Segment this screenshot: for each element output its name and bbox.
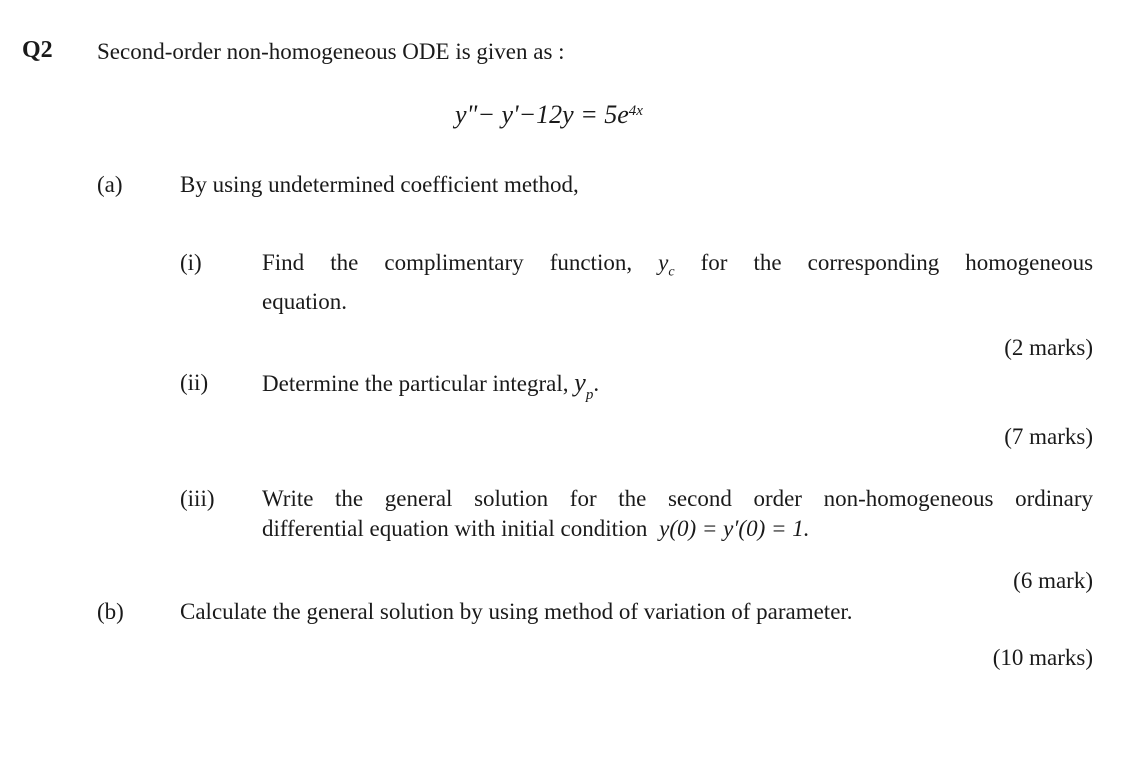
initial-condition: y(0) = y′(0) = 1. <box>659 516 810 541</box>
item-ii-period: . <box>593 371 600 396</box>
item-iii-word: second <box>667 486 732 511</box>
equation-exponent: 4x <box>628 103 643 119</box>
part-a-text: By using undetermined coefficient method, <box>180 172 579 197</box>
part-b-marks: (10 marks) <box>992 645 1093 670</box>
yp-subscript: p <box>585 386 594 403</box>
item-i-word: corresponding <box>807 250 940 275</box>
item-iii-line2-text: differential equation with initial condition <box>262 516 648 541</box>
part-a-label: (a) <box>97 172 123 197</box>
item-iii-word: order <box>753 486 802 511</box>
item-i-marks: (2 marks) <box>1004 335 1093 360</box>
yc-symbol <box>658 250 675 280</box>
item-i-line2: equation. <box>262 289 347 314</box>
item-iii-word: the <box>335 486 364 511</box>
yc-base: y <box>658 250 669 275</box>
item-ii-marks: (7 marks) <box>1004 424 1093 449</box>
item-iii-word: non-homogeneous <box>823 486 994 511</box>
part-b-text: Calculate the general solution by using method of variation of parameter. <box>180 599 853 624</box>
item-iii-line1 <box>262 484 1093 514</box>
item-i-word: homogeneous <box>965 250 1094 275</box>
yp-base: y <box>574 368 586 397</box>
item-iii-word: for <box>569 486 597 511</box>
item-iii-word: solution <box>474 486 549 511</box>
item-i-word: function, <box>549 250 633 275</box>
item-ii-text <box>262 368 599 408</box>
item-iii-line2 <box>262 514 810 544</box>
item-i-word: the <box>753 250 782 275</box>
item-iii-marks: (6 mark) <box>1013 568 1093 593</box>
item-i-label: (i) <box>180 250 202 275</box>
item-iii-word: ordinary <box>1015 486 1094 511</box>
item-i-line1 <box>262 248 1093 288</box>
equation-lhs: y"− y'−12y = 5e <box>455 100 629 129</box>
item-i-word: complimentary <box>384 250 524 275</box>
part-b-label: (b) <box>97 599 124 624</box>
question-intro: Second-order non-homogeneous ODE is given as : <box>97 39 565 64</box>
item-iii-word: Write <box>262 486 314 511</box>
item-iii-word: the <box>618 486 647 511</box>
item-ii-sentence: Determine the particular integral, <box>262 371 569 396</box>
question-number: Q2 <box>22 37 53 63</box>
item-iii-word: general <box>384 486 453 511</box>
item-iii-label: (iii) <box>180 486 215 511</box>
item-ii-label: (ii) <box>180 370 209 395</box>
item-i-word: the <box>330 250 359 275</box>
ode-equation <box>455 98 643 132</box>
yc-subscript: c <box>668 264 675 280</box>
item-i-word: for <box>700 250 728 275</box>
item-i-word: Find <box>262 250 305 275</box>
